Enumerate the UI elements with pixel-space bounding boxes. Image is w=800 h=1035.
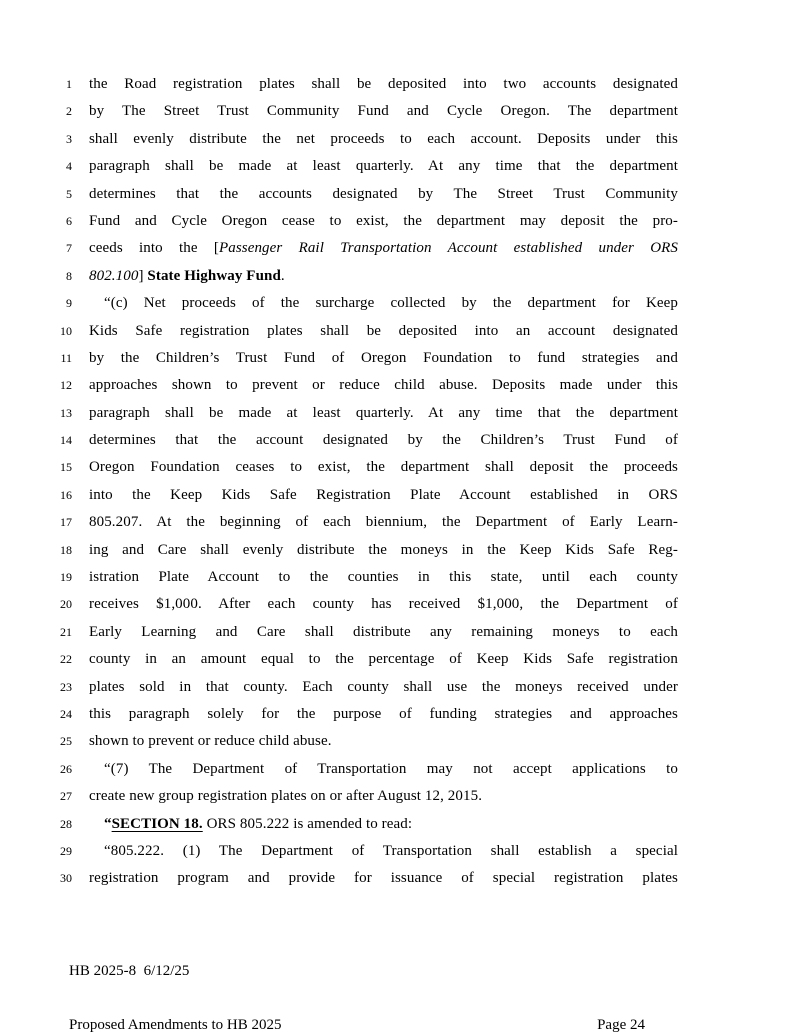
- statute-text: plates sold in that county. Each county shall use the moneys received under: [89, 678, 678, 695]
- line-number: 20: [60, 597, 72, 612]
- document-line: [0, 783, 678, 810]
- line-number: 7: [66, 241, 72, 256]
- line-number: 11: [60, 350, 72, 365]
- statute-text: 805.207. At the beginning of each biennium, the Department of Early Learn-: [89, 514, 678, 531]
- line-text: [89, 783, 678, 810]
- document-line: [0, 208, 678, 235]
- line-text: [89, 345, 678, 372]
- document-line: [0, 646, 678, 673]
- statute-text: receives $1,000. After each county has received $1,000, the Department of: [89, 596, 678, 613]
- line-number: 13: [60, 405, 72, 420]
- statute-text: “(c) Net proceeds of the surcharge collected by the department for Keep: [104, 295, 678, 312]
- document-line: [0, 619, 678, 646]
- line-number: 25: [60, 734, 72, 749]
- line-number: 9: [66, 296, 72, 311]
- line-text: [89, 98, 678, 125]
- statute-text: ceeds into the [: [89, 240, 219, 257]
- line-number: 19: [60, 570, 72, 585]
- document-line: [0, 811, 678, 838]
- line-text: [89, 674, 678, 701]
- line-number: 16: [60, 487, 72, 502]
- document-line: [0, 701, 678, 728]
- statute-text: ]: [138, 267, 148, 284]
- line-number: 5: [66, 186, 72, 201]
- line-text: [89, 153, 678, 180]
- added-statute-text: State Highway Fund: [147, 267, 281, 284]
- line-text: [89, 509, 678, 536]
- deleted-statute-text: Passenger Rail Transportation Account established under ORS: [218, 240, 678, 257]
- line-number: 1: [66, 77, 72, 91]
- document-line: [0, 564, 678, 591]
- line-number: 29: [60, 843, 72, 858]
- line-text: [89, 126, 678, 153]
- deleted-statute-text: 802.100: [89, 267, 139, 284]
- line-number: 30: [60, 871, 72, 886]
- document-line: [0, 290, 678, 317]
- statute-text: istration Plate Account to the counties in this state, until each county: [89, 569, 678, 586]
- line-text: [89, 318, 678, 345]
- statute-text: determines that the accounts designated by The Street Trust Community: [89, 185, 678, 202]
- statute-text: Fund and Cycle Oregon cease to exist, the department may deposit the pro-: [89, 212, 678, 229]
- document-line: [0, 838, 678, 865]
- document-line: [0, 98, 678, 125]
- line-text: [89, 427, 678, 454]
- line-number: 10: [60, 323, 72, 338]
- line-text: [89, 400, 678, 427]
- line-text: [89, 756, 678, 783]
- line-text: [89, 263, 678, 290]
- line-number: 27: [60, 789, 72, 804]
- page-footer: [69, 926, 645, 1035]
- statute-text: Kids Safe registration plates shall be deposited into an account designated: [89, 322, 678, 339]
- statute-text: registration program and provide for issuance of special registration plates: [89, 870, 678, 887]
- footer-bill-id: HB 2025-8 6/12/25: [69, 963, 190, 979]
- document-line: [0, 181, 678, 208]
- line-text: [89, 701, 678, 728]
- document-line: [0, 728, 678, 755]
- document-line: [0, 71, 678, 98]
- document-line: [0, 427, 678, 454]
- line-text: [89, 564, 678, 591]
- statute-text: by the Children’s Trust Fund of Oregon Foundation to fund strategies and: [89, 349, 678, 366]
- statute-text: county in an amount equal to the percentage of Keep Kids Safe registration: [89, 651, 678, 668]
- statute-text: .: [280, 267, 285, 284]
- document-line: [0, 153, 678, 180]
- document-line: [0, 235, 678, 262]
- document-line: [0, 537, 678, 564]
- line-text: [89, 811, 678, 838]
- statute-text: shall evenly distribute the net proceeds to each account. Deposits under this: [89, 130, 678, 147]
- added-statute-text: SECTION 18.: [111, 815, 203, 832]
- footer-doc-title: Proposed Amendments to HB 2025: [69, 1017, 282, 1033]
- line-number: 26: [60, 761, 72, 776]
- line-number: 23: [60, 679, 72, 694]
- line-text: [89, 482, 678, 509]
- document-line: [0, 756, 678, 783]
- statute-text: approaches shown to prevent or reduce child abuse. Deposits made under this: [89, 377, 678, 394]
- line-number: 12: [60, 378, 72, 393]
- line-number: 15: [60, 460, 72, 475]
- line-text: [89, 71, 678, 98]
- document-line: [0, 865, 678, 892]
- statute-text: create new group registration plates on or after August 12, 2015.: [89, 788, 483, 805]
- line-text: [89, 454, 678, 481]
- document-line: [0, 400, 678, 427]
- document-line: [0, 674, 678, 701]
- document-lines: [0, 71, 678, 893]
- statute-text: Oregon Foundation ceases to exist, the department shall deposit the proceeds: [89, 459, 678, 476]
- statute-text: ing and Care shall evenly distribute the moneys in the Keep Kids Safe Reg-: [89, 541, 678, 558]
- statute-text: ORS 805.222 is amended to read:: [202, 815, 413, 832]
- line-number: 6: [66, 213, 72, 228]
- line-text: [89, 372, 678, 399]
- line-number: 24: [60, 706, 72, 721]
- document-line: [0, 482, 678, 509]
- line-text: [89, 208, 678, 235]
- document-line: [0, 509, 678, 536]
- line-number: 18: [60, 542, 72, 557]
- statute-text: “805.222. (1) The Department of Transportation shall establish a special: [104, 842, 678, 859]
- line-number: 3: [66, 131, 72, 146]
- document-line: [0, 126, 678, 153]
- statute-text: shown to prevent or reduce child abuse.: [89, 733, 332, 750]
- line-text: [89, 591, 678, 618]
- line-text: [89, 537, 678, 564]
- statute-text: this paragraph solely for the purpose of funding strategies and approaches: [89, 705, 678, 722]
- document-line: [0, 263, 678, 290]
- line-number: 8: [66, 268, 72, 283]
- statute-text: Early Learning and Care shall distribute any remaining moneys to each: [89, 623, 678, 640]
- statute-text: paragraph shall be made at least quarterly. At any time that the department: [89, 404, 678, 421]
- line-text: [89, 290, 678, 317]
- footer-row: [69, 1016, 645, 1034]
- line-text: [89, 865, 678, 892]
- line-number: 2: [66, 104, 72, 119]
- line-number: 28: [60, 816, 72, 831]
- statute-text: into the Keep Kids Safe Registration Plate Account established in ORS: [89, 486, 678, 503]
- document-line: [0, 454, 678, 481]
- line-text: [89, 838, 678, 865]
- document-line: [0, 591, 678, 618]
- footer-page-number: Page 24: [597, 1017, 645, 1033]
- line-number: 21: [60, 624, 72, 639]
- line-text: [89, 181, 678, 208]
- statute-text: determines that the account designated by the Children’s Trust Fund of: [89, 432, 678, 449]
- statute-text: paragraph shall be made at least quarterly. At any time that the department: [89, 158, 678, 175]
- document-line: [0, 372, 678, 399]
- line-text: [89, 646, 678, 673]
- line-text: [89, 619, 678, 646]
- line-number: 17: [60, 515, 72, 530]
- statute-text: the Road registration plates shall be deposited into two accounts designated: [89, 76, 678, 92]
- document-line: [0, 318, 678, 345]
- line-text: [89, 235, 678, 262]
- statute-text: by The Street Trust Community Fund and Cycle Oregon. The department: [89, 103, 678, 120]
- line-text: [89, 728, 678, 755]
- statute-text: “(7) The Department of Transportation may not accept applications to: [104, 760, 678, 777]
- added-statute-text: “: [104, 815, 112, 832]
- document-line: [0, 345, 678, 372]
- line-number: 14: [60, 433, 72, 448]
- line-number: 4: [66, 159, 72, 174]
- line-number: 22: [60, 652, 72, 667]
